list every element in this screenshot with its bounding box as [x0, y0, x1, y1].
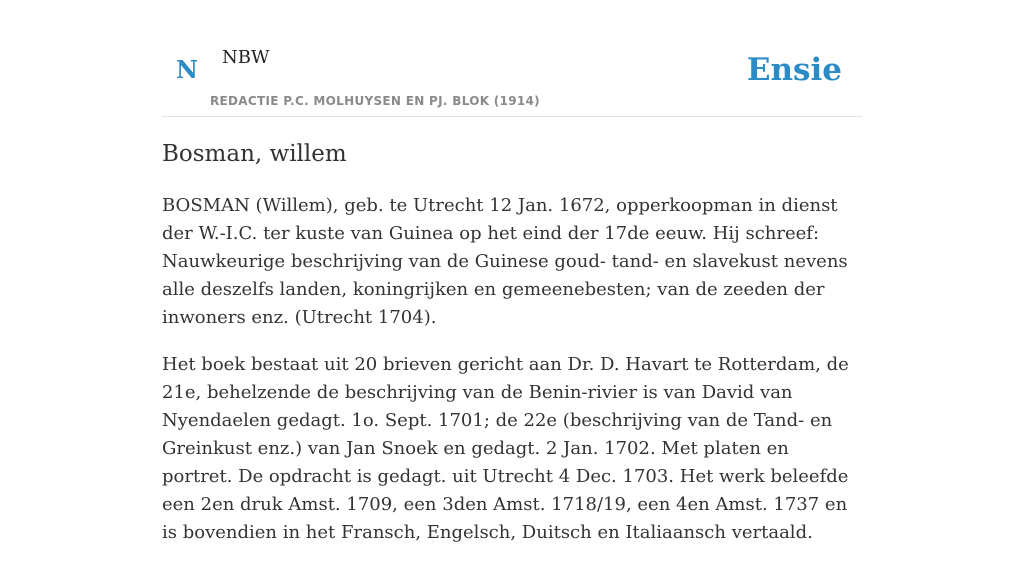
source-name-link[interactable]: NBW — [222, 47, 270, 68]
source-subtitle: REDACTIE P.C. MOLHUYSEN EN PJ. BLOK (1914) — [210, 94, 540, 108]
article-body — [162, 192, 862, 566]
source-logo-letter[interactable]: N — [176, 55, 198, 84]
article-paragraph: BOSMAN (Willem), geb. te Utrecht 12 Jan. 1672, opperkoopman in dienst der W.-I.C. ter kuste van Guinea op het eind der 17de eeuw. Hij schreef: Nauwkeurige beschrijving van de Guinese goud- tand- en slavekust nevens alle deszelfs landen, koningrijken en gemeenebesten; van de zeeden der inwoners enz. (Utrecht 1704). — [162, 195, 848, 328]
article-paragraph: Het boek bestaat uit 20 brieven gericht aan Dr. D. Havart te Rotterdam, de 21e, behelzende de beschrijving van de Benin-rivier is van David van Nyendaelen gedagt. 1o. Sept. 1701; de 22e (beschrijving van de Tand- en Greinkust enz.) van Jan Snoek en gedagt. 2 Jan. 1702. Met platen en portret. De opdracht is gedagt. uit Utrecht 4 Dec. 1703. Het werk beleefde een 2en druk Amst. 1709, een 3den Amst. 1718/19, een 4en Amst. 1737 en is bovendien in het Fransch, Engelsch, Duitsch en Italiaansch vertaald. — [162, 354, 849, 543]
article-title: Bosman, willem — [162, 141, 347, 167]
brand-logo-link[interactable]: Ensie — [746, 52, 842, 88]
source-header — [162, 0, 862, 117]
